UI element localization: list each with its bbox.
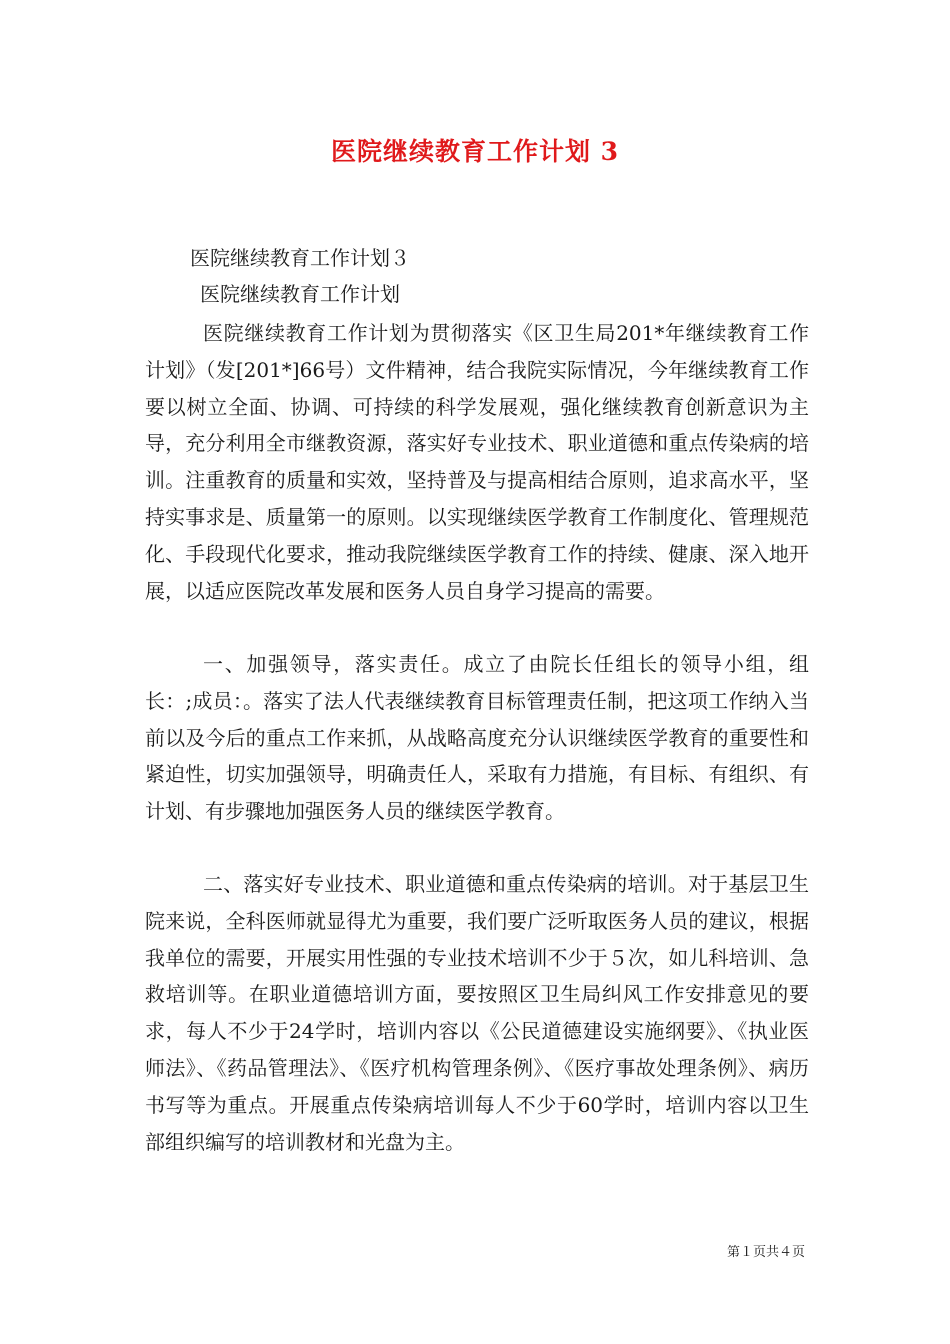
page-number-footer: 第１页共４页 <box>726 1245 805 1260</box>
document-subtitle-2: 医院继续教育工作计划 <box>200 282 400 306</box>
body-paragraph-3: 二、落实好专业技术、职业道德和重点传染病的培训。对于基层卫生院来说，全科医师就显得尤为重要，我们要广泛听取医务人员的建议，根据我单位的需要，开展实用性强的专业技术培训不少于５次，如儿科培训、急救培训等。在职业道德培训方面，要按照区卫生局纠风工作安排意见的要求，每人不少于24学时，培训内容以《公民道德建设实施纲要》、《执业医师法》、《药品管理法》、《医疗机构管理条例》、《医疗事故处理条例》、病历书写等为重点。开展重点传染病培训每人不少于60学时，培训内容以卫生部组织编写的培训教材和光盘为主。 <box>145 872 809 1154</box>
body-paragraph-1: 医院继续教育工作计划为贯彻落实《区卫生局201*年继续教育工作计划》（发[201*]66号）文件精神，结合我院实际情况，今年继续教育工作要以树立全面、协调、可持续的科学发展观，强化继续教育创新意识为主导，充分利用全市继教资源，落实好专业技术、职业道德和重点传染病的培训。注重教育的质量和实效，坚持普及与提高相结合原则，追求高水平，坚持实事求是、质量第一的原则。以实现继续医学教育工作制度化、管理规范化、手段现代化要求，推动我院继续医学教育工作的持续、健康、深入地开展，以适应医院改革发展和医务人员自身学习提高的需要。 <box>145 321 809 603</box>
document-title: 医院继续教育工作计划 3 <box>330 137 620 166</box>
document-subtitle-1: 医院继续教育工作计划３ <box>190 246 410 270</box>
body-paragraph-2: 一、加强领导，落实责任。成立了由院长任组长的领导小组，组长：;成员：。落实了法人代表继续教育目标管理责任制，把这项工作纳入当前以及今后的重点工作来抓，从战略高度充分认识继续医学教育的重要性和紧迫性，切实加强领导，明确责任人，采取有力措施，有目标、有组织、有计划、有步骤地加强医务人员的继续医学教育。 <box>145 652 809 824</box>
